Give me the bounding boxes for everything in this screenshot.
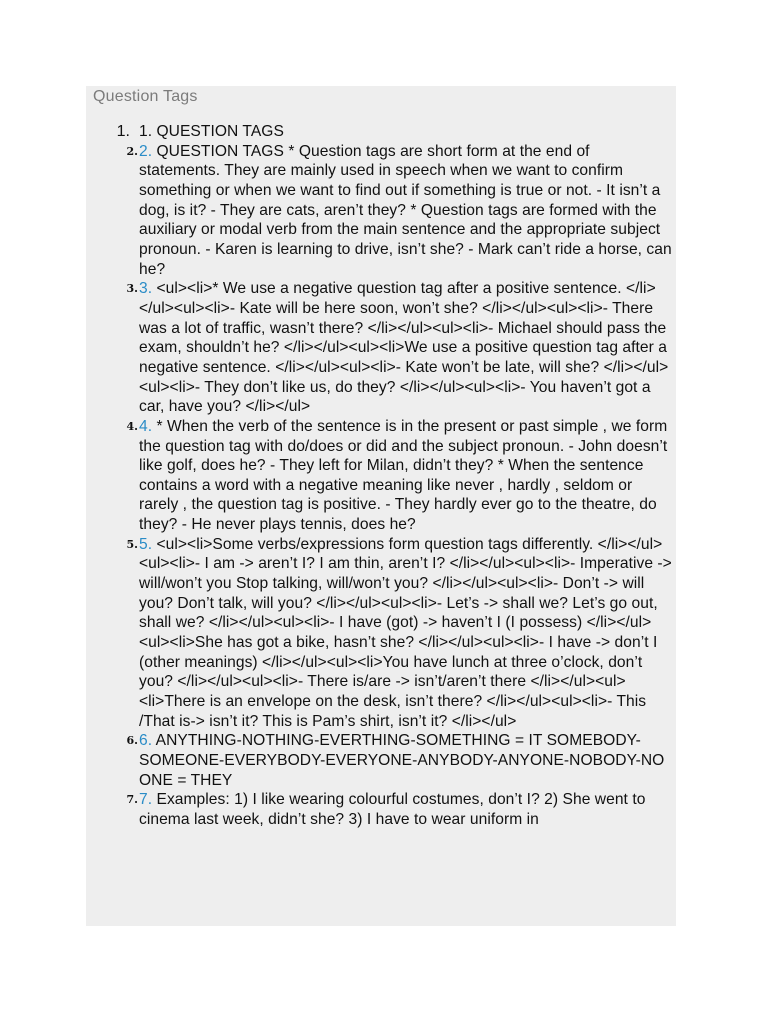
item-number: 6. [139,732,153,750]
item-text: 1. QUESTION TAGS [139,123,284,140]
list-item [86,790,676,829]
list-item-text [139,122,676,142]
list-item-text [138,279,676,417]
list-marker: 6. [126,734,138,748]
list-item-text [138,790,676,829]
list-item-text [138,142,676,280]
item-text: * When the verb of the sentence is in the present or past simple , we form the question tag with do/does or did and the subject pronoun. - John doesn’t like golf, does he? - They left for Milan, didn’t they? * When the sentence contains a word with a negative meaning like never , hardly , seldom or rarely , the question tag is positive. - They hardly ever go to the theatre, do they? - He never plays tennis, does he? [139,417,668,534]
list-marker: 5. [126,537,138,551]
item-text: <ul><li>Some verbs/expressions form question tags differently. </li></ul><ul><li>- I am -> aren’t I? I am thin, aren’t I? </li></ul><ul><li>- Imperative -> will/won’t you Stop talking, will/won’t you? </li></ul><ul><li>- Don’t -> will you? Don’t talk, will you? </li></ul><ul><li>- Let’s -> shall we? Let’s go out, shall we? </li></ul><ul><li>- I have (got) -> haven’t I (I possess) </li></ul><ul><li>She has got a bike, hasn’t she? </li></ul><ul><li>- I have -> don’t I (other meanings) </li></ul><ul><li>You have lunch at three o’clock, don’t you? </li></ul><ul><li>- There is/are -> isn’t/aren’t there </li></ul><ul><li>There is an envelope on the desk, isn’t there? </li></ul><ul><li>- This /That is-> isn’t it? This is Pam’s shirt, isn’t it? </li></ul> [139,535,672,730]
item-number: 3. [139,280,153,298]
list-item [86,142,676,280]
list-marker: 3. [126,282,138,296]
item-text: <ul><li>* We use a negative question tag after a positive sentence. </li></ul><ul><li>- Kate will be here soon, won’t she? </li></ul><ul><li>- There was a lot of traffic, wasn’t there? </li></ul><ul><li>- Michael should pass the exam, shouldn’t he? </li></ul><ul><li>We use a positive question tag after a negative sentence. </li></ul><ul><li>- Kate won’t be late, will she? </li></ul><ul><li>- They don’t like us, do they? </li></ul><ul><li>- You haven’t got a car, have you? </li></ul> [139,280,669,416]
list-item [86,731,676,790]
list-item [86,279,676,417]
item-text: ANYTHING-NOTHING-EVERTHING-SOMETHING = IT SOMEBODY-SOMEONE-EVERYBODY-EVERYONE-ANYBODY-ANYONE-NOBODY-NO ONE = THEY [139,732,665,789]
document-title: Question Tags [93,88,198,105]
list-marker: 4. [126,419,138,433]
list-marker: 1. [116,123,130,140]
list-item-text [138,417,676,535]
list-item-text [138,731,676,790]
list-item [86,122,676,142]
item-number: 4. [139,417,153,435]
list-marker: 7. [126,793,138,807]
item-text: QUESTION TAGS * Question tags are short form at the end of statements. They are mainly used in speech when we want to confirm something or when we want to find out if something is true or not. - It isn’t a dog, is it? - They are cats, aren’t they? * Question tags are formed with the auxiliary or modal verb from the main sentence and the appropriate subject pronoun. - Karen is learning to drive, isn’t she? - Mark can’t ride a horse, can he? [139,142,672,278]
document-panel [86,86,676,926]
list-item-text [138,535,676,732]
question-tags-list [86,122,676,830]
item-number: 2. [139,142,153,160]
list-item [86,535,676,732]
item-number: 7. [139,791,153,809]
item-number: 5. [139,535,153,553]
list-marker: 2. [126,144,138,158]
list-item [86,417,676,535]
item-text: Examples: 1) I like wearing colourful costumes, don’t I? 2) She went to cinema last week, didn’t she? 3) I have to wear uniform in [139,791,646,828]
